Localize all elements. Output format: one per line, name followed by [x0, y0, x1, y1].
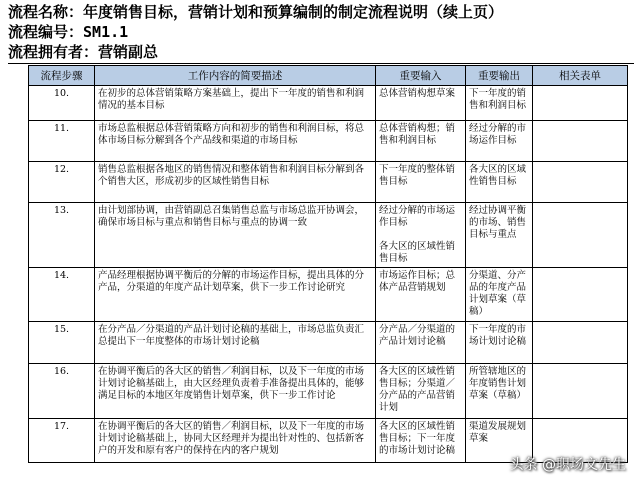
step-cell: 11. [29, 121, 95, 162]
input-cell: 总体营销构想草案 [376, 86, 466, 121]
output-cell: 各大区的区域性销售目标 [466, 162, 533, 203]
input-cell: 分产品／分渠道的产品计划讨论稿 [376, 322, 466, 364]
process-code: SM1.1 [83, 23, 129, 41]
header-divider [8, 63, 634, 64]
output-cell: 所管辖地区的年度销售计划草案（草稿） [466, 364, 533, 419]
step-cell: 16. [29, 364, 95, 419]
description-cell: 在分产品／分渠道的产品计划讨论稿的基础上，市场总监负责汇总提出下一年度整体的市场计划讨论稿 [95, 322, 376, 364]
output-cell: 渠道发展规划草案 [466, 419, 533, 463]
forms-cell [533, 203, 628, 268]
description-cell: 在初步的总体营销策略方案基础上，提出下一年度的销售和利润情况的基本目标 [95, 86, 376, 121]
forms-cell [533, 268, 628, 322]
document-header [8, 2, 634, 62]
description-cell: 在协调平衡后的各大区的销售／利润目标，以及下一年度的市场计划讨论稿基础上，协同大区经理并为提出针对性的、包括新客户的开发和原有客户的保持在内的客户规划 [95, 419, 376, 463]
description-cell: 产品经理根据协调平衡后的分解的市场运作目标，提出具体的分产品，分渠道的年度产品计划草案，供下一步工作讨论研究 [95, 268, 376, 322]
output-cell: 经过分解的市场运作目标 [466, 121, 533, 162]
description-cell: 销售总监根据各地区的销售情况和整体销售和利润目标分解到各个销售大区，形成初步的区域性销售目标 [95, 162, 376, 203]
forms-cell [533, 322, 628, 364]
process-owner: 营销副总 [98, 43, 159, 61]
process-table [28, 65, 628, 463]
output-cell: 下一年度的市场计划讨论稿 [466, 322, 533, 364]
table-header-row [29, 66, 628, 86]
forms-cell [533, 121, 628, 162]
input-cell: 各大区的区域性销售目标；分渠道／分产品的产品营销计划 [376, 364, 466, 419]
process-code-label: 流程编号： [8, 23, 84, 41]
output-cell: 分渠道、分产品的年度产品计划草案（草稿） [466, 268, 533, 322]
output-cell: 经过协调平衡的市场、销售目标与重点 [466, 203, 533, 268]
input-cell: 各大区的区域性销售目标；下一年度的市场计划讨论稿 [376, 419, 466, 463]
process-owner-label: 流程拥有者： [8, 43, 99, 61]
step-cell: 12. [29, 162, 95, 203]
process-code-line [8, 22, 634, 42]
input-cell: 经过分解的市场运作目标 各大区的区域性销售目标 [376, 203, 466, 268]
step-cell: 17. [29, 419, 95, 463]
table-row [29, 364, 628, 419]
step-cell: 13. [29, 203, 95, 268]
forms-cell [533, 86, 628, 121]
description-cell: 在协调平衡后的各大区的销售／利润目标，以及下一年度的市场计划讨论稿基础上，由大区经理负责着手准备提出具体的，能够满足目标的本地区年度销售计划草案，供下一步工作讨论 [95, 364, 376, 419]
column-header-step: 流程步骤 [29, 66, 95, 86]
table-row [29, 203, 628, 268]
input-cell: 总体营销构想；销售和利润目标 [376, 121, 466, 162]
table-row [29, 268, 628, 322]
description-cell: 市场总监根据总体营销策略方向和初步的销售和利润目标，将总体市场目标分解到各个产品线和渠道的市场目标 [95, 121, 376, 162]
process-name: 年度销售目标，营销计划和预算编制的制定流程说明（续上页） [83, 3, 504, 21]
input-cell: 市场运作目标；总体产品营销规划 [376, 268, 466, 322]
table-row [29, 162, 628, 203]
column-header-input: 重要输入 [376, 66, 466, 86]
step-cell: 15. [29, 322, 95, 364]
process-name-label: 流程名称： [8, 3, 84, 21]
forms-cell [533, 162, 628, 203]
table-row [29, 322, 628, 364]
table-row [29, 121, 628, 162]
column-header-forms: 相关表单 [533, 66, 628, 86]
input-cell: 下一年度的整体销售目标 [376, 162, 466, 203]
description-cell: 由计划部协调，由营销副总召集销售总监与市场总监开协调会，确保市场目标与重点和销售目标与重点的协调一致 [95, 203, 376, 268]
column-header-description: 工作内容的简要描述 [95, 66, 376, 86]
process-owner-line [8, 42, 634, 62]
output-cell: 下一年度的销售和利润目标 [466, 86, 533, 121]
watermark-text: 头条 @职场文先生 [509, 457, 626, 473]
step-cell: 14. [29, 268, 95, 322]
column-header-output: 重要输出 [466, 66, 533, 86]
step-cell: 10. [29, 86, 95, 121]
table-row [29, 86, 628, 121]
forms-cell [533, 364, 628, 419]
process-name-line [8, 2, 634, 22]
